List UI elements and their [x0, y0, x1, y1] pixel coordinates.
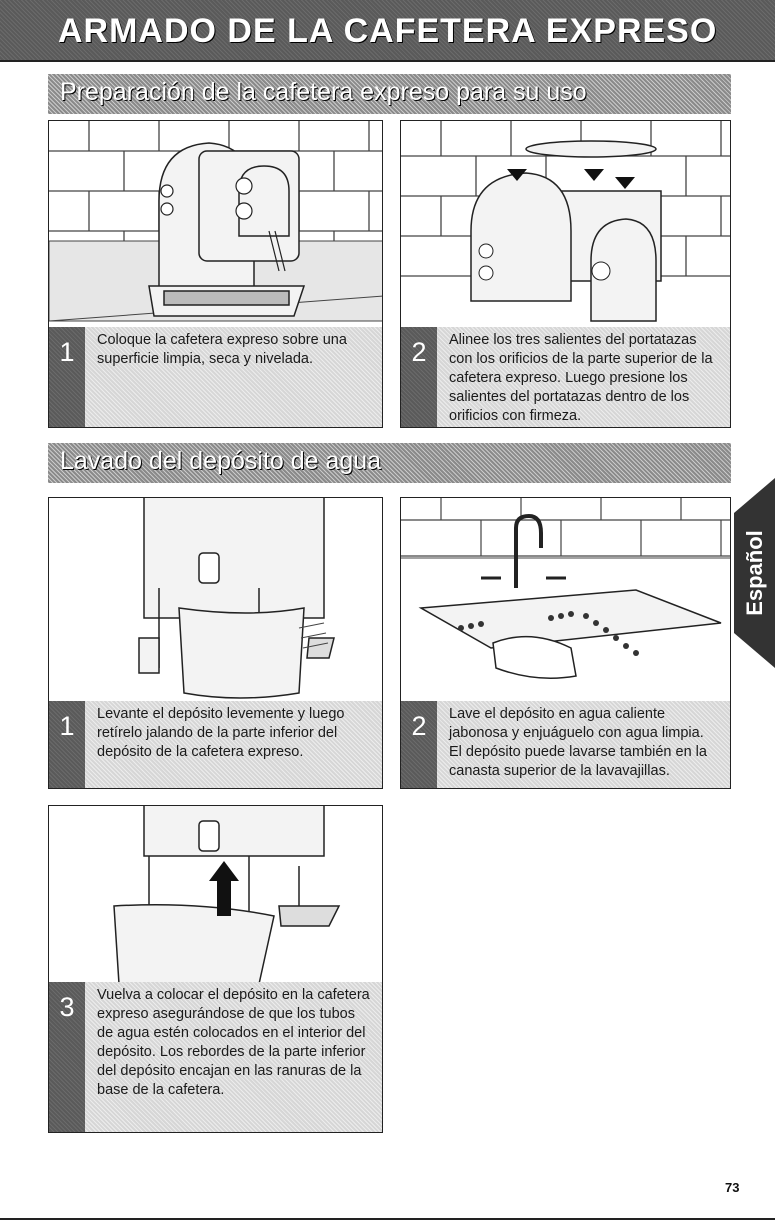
step-caption: [49, 327, 382, 427]
title-bar: [0, 0, 775, 62]
step-text: Vuelva a colocar el depósito en la cafetera expreso asegurándose de que los tubos de agua estén colocados en el interior del depósito. Los rebordes de la parte inferior del depósito encajan en las ranuras de la base de la cafetera.: [97, 987, 370, 1098]
language-tab: [734, 478, 775, 668]
step-number-badge: 3: [49, 982, 85, 1132]
step-caption: [401, 701, 730, 788]
step-number-badge: 2: [401, 327, 437, 427]
step-text: Lave el depósito en agua caliente jabonosa y enjuáguelo con agua limpia. El depósito puede lavarse también en la canasta superior de la lavavajillas.: [449, 706, 707, 779]
step-caption: [401, 327, 730, 427]
step-panel-reservoir-1: [48, 497, 383, 789]
section-heading-preparation: [48, 74, 731, 114]
step-text: Levante el depósito levemente y luego retírelo jalando de la parte inferior del depósito de la cafetera expreso.: [97, 706, 345, 760]
step-text: Alinee los tres salientes del portatazas con los orificios de la parte superior de la cafetera expreso. Luego presione los salientes del portatazas dentro de los orificios con firmeza.: [449, 332, 713, 424]
section-heading-text: Preparación de la cafetera expreso para su uso: [60, 78, 587, 106]
step-panel-prep-2: [400, 120, 731, 428]
section-heading-reservoir: [48, 443, 731, 483]
step-panel-prep-1: [48, 120, 383, 428]
step-number-badge: 2: [401, 701, 437, 788]
section-heading-text: Lavado del depósito de agua: [60, 447, 382, 475]
step-text: Coloque la cafetera expreso sobre una superficie limpia, seca y nivelada.: [97, 332, 347, 367]
step-panel-reservoir-3: [48, 805, 383, 1133]
step-panel-reservoir-2: [400, 497, 731, 789]
page-title: ARMADO DE LA CAFETERA EXPRESO: [58, 12, 718, 50]
language-tab-label: Español: [741, 530, 767, 616]
step-number-badge: 1: [49, 327, 85, 427]
step-caption: [49, 982, 382, 1132]
step-caption: [49, 701, 382, 788]
footer-rule: [0, 1218, 775, 1220]
page-number: 73: [725, 1180, 740, 1195]
step-number-badge: 1: [49, 701, 85, 788]
